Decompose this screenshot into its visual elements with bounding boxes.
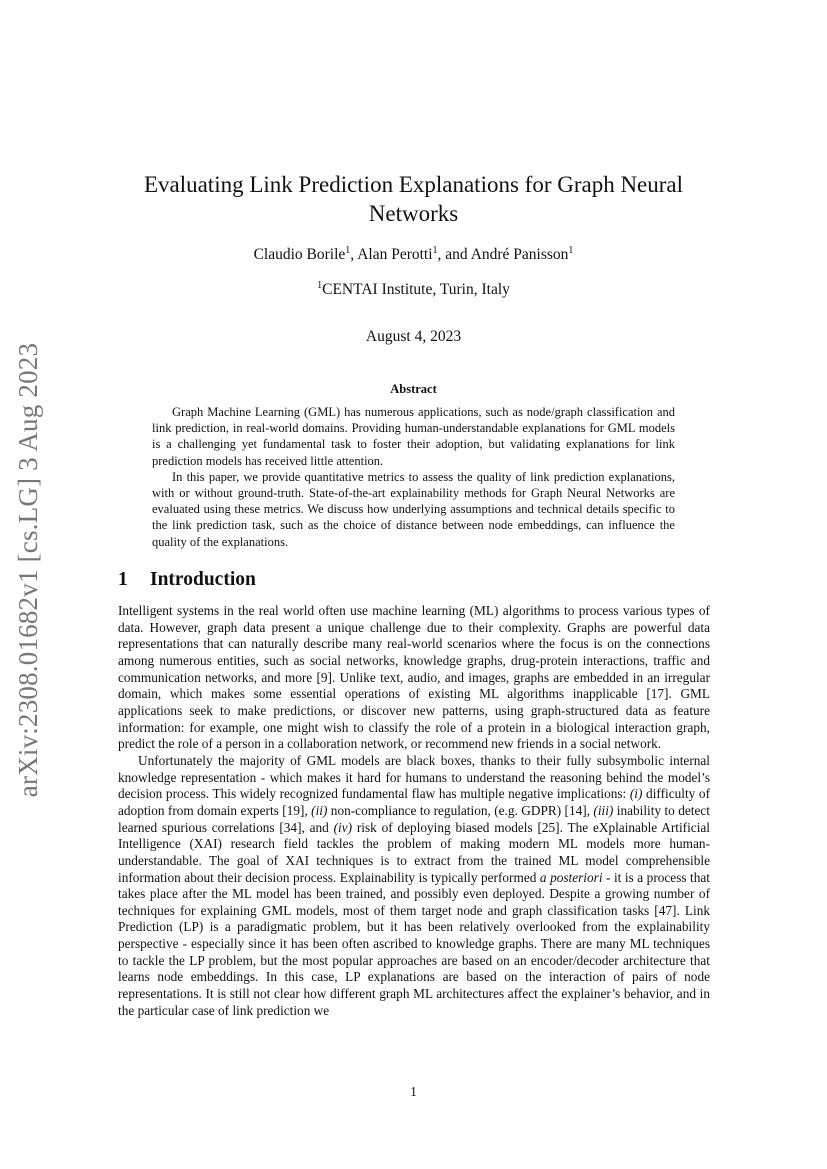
affiliation-name: CENTAI Institute, Turin, Italy bbox=[322, 281, 510, 298]
section-number: 1 bbox=[118, 569, 128, 590]
affiliation-mark: 1 bbox=[568, 244, 574, 256]
section-heading bbox=[118, 567, 256, 593]
affiliation-mark: 1 bbox=[432, 244, 438, 256]
affiliation bbox=[110, 280, 717, 300]
body-paragraph: Intelligent systems in the real world often use machine learning (ML) algorithms to process various types of data. However, graph data present a unique challenge due to their complexity. Graphs are powerful data representations that can naturally describe many real-world scenarios where the focus is on the connections among numerous entities, such as social networks, knowledge graphs, drug-protein interactions, traffic and communication networks, and more [9]. Unlike text, audio, and images, graphs are embedded in an irregular domain, which makes some essential operations of existing ML algorithms inapplicable [17]. GML applications seek to make predictions, or discover new patterns, using graph-structured data as feature information: for example, one might wish to classify the role of a protein in a biological interaction graph, predict the role of a person in a collaboration network, or recommend new friends in a social network. bbox=[118, 603, 710, 752]
author-name: Claudio Borile bbox=[253, 246, 346, 263]
author-name: André Panisson bbox=[470, 246, 569, 263]
body-text bbox=[118, 603, 710, 1019]
author-name: Alan Perotti bbox=[357, 246, 433, 263]
author-separator: , and bbox=[437, 246, 471, 263]
abstract-paragraph: In this paper, we provide quantitative metrics to assess the quality of link prediction explanations, with or without ground-truth. State-of-the-art explainability methods for Graph Neural Networks are evaluated using these metrics. We discuss how underlying assumptions and technical details specific to the link prediction task, such as the choice of distance between node embeddings, can influence the quality of the explanations. bbox=[152, 469, 675, 549]
affiliation-mark: 1 bbox=[317, 279, 323, 291]
abstract-body bbox=[152, 404, 675, 550]
paper-title: Evaluating Link Prediction Explanations for Graph Neural Networks bbox=[143, 172, 684, 226]
section-title: Introduction bbox=[150, 569, 256, 590]
abstract-heading: Abstract bbox=[390, 382, 437, 396]
body-paragraph: Unfortunately the majority of GML models are black boxes, thanks to their fully subsymbolic internal knowledge representation - which makes it hard for humans to understand the reasoning behind the model’s decision process. This widely recognized fundamental flaw has multiple negative implications: (i) difficulty of adoption from domain experts [19], (ii) non-compliance to regulation, (e.g. GDPR) [14], (iii) inability to detect learned spurious correlations [34], and (iv) risk of deploying biased models [25]. The eXplainable Artificial Intelligence (XAI) research field tackles the problem of making modern ML models more human-understandable. The goal of XAI techniques is to extract from the trained ML model comprehensible information about their decision process. Explainability is typically performed a posteriori - it is a process that takes place after the ML model has been trained, and possibly even deployed. Despite a growing number of techniques for explaining GML models, most of them target node and graph classification tasks [47]. Link Prediction (LP) is a paradigmatic problem, but it has been relatively overlooked from the explainability perspective - especially since it has been often ascribed to knowledge graphs. There are many ML techniques to tackle the LP problem, but the most popular approaches are based on an encoder/decoder architecture that learns node embeddings. In this case, LP explanations are based on the interaction of pairs of node representations. It is still not clear how different graph ML architectures affect the explainer’s behavior, and in the particular case of link prediction we bbox=[118, 752, 710, 1018]
author-list bbox=[110, 245, 717, 265]
affiliation-mark: 1 bbox=[345, 244, 351, 256]
paper-date: August 4, 2023 bbox=[365, 328, 462, 345]
author-separator: , bbox=[350, 246, 358, 263]
arxiv-identifier: arXiv:2308.01682v1 [cs.LG] 3 Aug 2023 bbox=[13, 342, 43, 798]
page-number: 1 bbox=[410, 1084, 417, 1099]
abstract-paragraph: Graph Machine Learning (GML) has numerous applications, such as node/graph classification and link prediction, in real-world domains. Providing human-understandable explanations for GML models is a challenging yet fundamental task to foster their adoption, but validating explanations for link prediction models has received little attention. bbox=[152, 405, 675, 468]
